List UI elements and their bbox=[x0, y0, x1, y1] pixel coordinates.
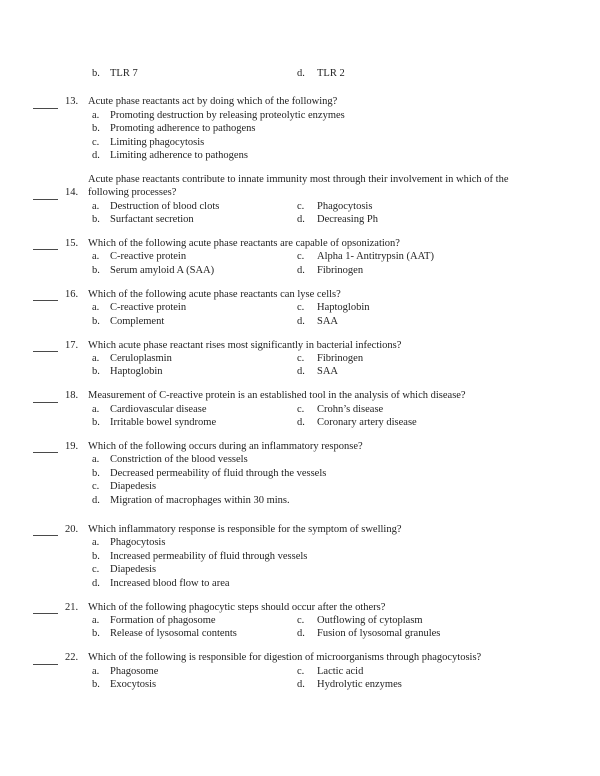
option bbox=[297, 67, 345, 80]
option-letter: a. bbox=[92, 302, 100, 314]
option-letter: a. bbox=[92, 614, 100, 626]
option-text: Formation of phagosome bbox=[110, 614, 216, 626]
question-text bbox=[88, 440, 363, 453]
option-text: Serum amyloid A (SAA) bbox=[110, 264, 215, 276]
answer-blank bbox=[33, 290, 58, 301]
option-letter: b. bbox=[92, 123, 100, 135]
option-row bbox=[0, 665, 600, 678]
option-letter: c. bbox=[297, 403, 305, 415]
option-text: Constriction of the blood vessels bbox=[110, 454, 248, 466]
option-text: Decreased permeability of fluid through the vessels bbox=[110, 467, 327, 479]
option bbox=[92, 403, 297, 416]
option-row bbox=[0, 563, 600, 576]
question-block bbox=[0, 95, 600, 162]
question-text-line: Which of the following is responsible for digestion of microorganisms through phagocytosis? bbox=[88, 652, 482, 664]
option-letter: d. bbox=[92, 577, 100, 589]
option-text: Cardiovascular disease bbox=[110, 403, 207, 415]
answer-blank bbox=[33, 442, 58, 453]
option-row bbox=[0, 416, 600, 429]
option-letter: b. bbox=[92, 417, 100, 429]
option-text: Destruction of blood clots bbox=[110, 200, 220, 212]
question-block bbox=[0, 339, 600, 379]
question-header bbox=[0, 339, 600, 352]
answer-blank bbox=[33, 654, 58, 665]
option-text: Fusion of lysosomal granules bbox=[317, 628, 441, 640]
option-text: Lactic acid bbox=[317, 665, 364, 677]
option-letter: d. bbox=[92, 150, 100, 162]
option-text: SAA bbox=[317, 366, 339, 378]
question-number: 17. bbox=[65, 339, 79, 351]
option bbox=[92, 480, 297, 493]
answer-blank bbox=[33, 189, 58, 200]
option-letter: b. bbox=[92, 68, 100, 79]
question-text bbox=[88, 601, 385, 614]
question-text bbox=[88, 288, 341, 301]
carryover-options-row bbox=[0, 67, 600, 80]
option bbox=[92, 467, 327, 480]
option-letter: d. bbox=[297, 417, 305, 429]
option bbox=[297, 665, 363, 678]
option-letter: c. bbox=[297, 302, 305, 314]
option bbox=[92, 352, 297, 365]
option-row bbox=[0, 301, 600, 314]
option bbox=[297, 315, 338, 328]
answer-blank bbox=[33, 341, 58, 352]
option bbox=[92, 536, 297, 549]
option-letter: d. bbox=[297, 366, 305, 378]
option bbox=[92, 264, 297, 277]
option-letter: a. bbox=[92, 403, 100, 415]
option-letter: b. bbox=[92, 550, 100, 562]
option-text: C-reactive protein bbox=[110, 251, 187, 263]
option bbox=[297, 352, 363, 365]
question-header bbox=[0, 173, 600, 200]
option-text: Haptoglobin bbox=[110, 366, 163, 378]
option-text: Complement bbox=[110, 315, 165, 327]
option-letter: c. bbox=[297, 614, 305, 626]
option-text: Migration of macrophages within 30 mins. bbox=[110, 494, 290, 506]
question-text-line: Acute phase reactants act by doing which of the following? bbox=[88, 96, 338, 108]
question-block bbox=[0, 651, 600, 691]
option-text: Ceruloplasmin bbox=[110, 352, 172, 364]
question-block bbox=[0, 237, 600, 277]
option bbox=[92, 627, 297, 640]
option-letter: c. bbox=[297, 200, 305, 212]
option-letter: b. bbox=[92, 467, 100, 479]
option-row bbox=[0, 614, 600, 627]
option bbox=[92, 136, 297, 149]
option-text: Hydrolytic enzymes bbox=[317, 679, 402, 691]
question-header bbox=[0, 389, 600, 402]
option-text: SAA bbox=[317, 315, 339, 327]
option-text: Increased blood flow to area bbox=[110, 577, 230, 589]
option-text: Coronary artery disease bbox=[317, 417, 417, 429]
option bbox=[92, 109, 345, 122]
option-text: Phagocytosis bbox=[110, 537, 166, 549]
question-text bbox=[88, 523, 401, 536]
question-number: 15. bbox=[65, 238, 79, 250]
option bbox=[297, 365, 338, 378]
option-text: Surfactant secretion bbox=[110, 214, 194, 226]
option bbox=[297, 403, 383, 416]
option-text: Diapedesis bbox=[110, 564, 157, 576]
answer-blank bbox=[33, 603, 58, 614]
option-letter: b. bbox=[92, 214, 100, 226]
option-text: TLR 7 bbox=[110, 68, 138, 79]
option-row bbox=[0, 550, 600, 563]
option-letter: d. bbox=[92, 494, 100, 506]
question-text-line: Which inflammatory response is responsible for the symptom of swelling? bbox=[88, 523, 402, 535]
option-row bbox=[0, 315, 600, 328]
question-text-line: Acute phase reactants contribute to innate immunity most through their involvement in which of the bbox=[88, 173, 509, 185]
option-letter: b. bbox=[92, 264, 100, 276]
option bbox=[297, 200, 372, 213]
question-header bbox=[0, 288, 600, 301]
answer-blank bbox=[33, 525, 58, 536]
option-letter: c. bbox=[92, 564, 100, 576]
option bbox=[297, 250, 434, 263]
question-header bbox=[0, 440, 600, 453]
question-header bbox=[0, 651, 600, 664]
option bbox=[92, 365, 297, 378]
option-letter: a. bbox=[92, 665, 100, 677]
option bbox=[92, 213, 297, 226]
option-row bbox=[0, 627, 600, 640]
option-text: Release of lysosomal contents bbox=[110, 628, 237, 640]
questions-list bbox=[0, 95, 600, 691]
option bbox=[92, 67, 297, 80]
option-letter: c. bbox=[92, 481, 100, 493]
option bbox=[92, 494, 297, 507]
question-header bbox=[0, 601, 600, 614]
option-letter: a. bbox=[92, 454, 100, 466]
option-text: Fibrinogen bbox=[317, 352, 364, 364]
option-letter: b. bbox=[92, 315, 100, 327]
option-row bbox=[0, 480, 600, 493]
option bbox=[92, 315, 297, 328]
option-letter: c. bbox=[297, 665, 305, 677]
question-text-line: Which acute phase reactant rises most significantly in bacterial infections? bbox=[88, 339, 402, 351]
option bbox=[92, 453, 297, 466]
question-block bbox=[0, 601, 600, 641]
option-row bbox=[0, 200, 600, 213]
option bbox=[297, 416, 417, 429]
question-text bbox=[88, 173, 508, 200]
option-letter: b. bbox=[92, 679, 100, 691]
option-row bbox=[0, 149, 600, 162]
option bbox=[92, 614, 297, 627]
option-row bbox=[0, 403, 600, 416]
option bbox=[297, 678, 402, 691]
question-text bbox=[88, 95, 337, 108]
option-letter: d. bbox=[297, 264, 305, 276]
question-number: 19. bbox=[65, 440, 79, 452]
question-block bbox=[0, 389, 600, 429]
option-letter: a. bbox=[92, 251, 100, 263]
option bbox=[297, 264, 363, 277]
option bbox=[92, 122, 297, 135]
option-row bbox=[0, 67, 600, 80]
question-number: 16. bbox=[65, 288, 79, 300]
option bbox=[92, 200, 297, 213]
option-row bbox=[0, 678, 600, 691]
option bbox=[92, 301, 297, 314]
option-letter: b. bbox=[92, 366, 100, 378]
answer-blank bbox=[33, 392, 58, 403]
option-text: TLR 2 bbox=[317, 68, 345, 79]
question-text bbox=[88, 339, 401, 352]
option-row bbox=[0, 467, 600, 480]
question-number: 21. bbox=[65, 601, 79, 613]
option-row bbox=[0, 109, 600, 122]
option-row bbox=[0, 250, 600, 263]
option bbox=[297, 301, 370, 314]
option-text: Limiting phagocytosis bbox=[110, 136, 205, 148]
option-row bbox=[0, 213, 600, 226]
question-number: 14. bbox=[65, 187, 79, 199]
option-letter: d. bbox=[297, 214, 305, 226]
question-text bbox=[88, 237, 400, 250]
question-header bbox=[0, 95, 600, 108]
option-text: Increased permeability of fluid through vessels bbox=[110, 550, 308, 562]
option-letter: a. bbox=[92, 109, 100, 121]
question-block bbox=[0, 523, 600, 590]
question-text-line: following processes? bbox=[88, 187, 177, 199]
option-text: Decreasing Ph bbox=[317, 214, 378, 226]
option bbox=[92, 665, 297, 678]
option-text: Promoting adherence to pathogens bbox=[110, 123, 256, 135]
option-text: Haptoglobin bbox=[317, 302, 370, 314]
option bbox=[297, 627, 440, 640]
option bbox=[92, 577, 297, 590]
option-text: Exocytosis bbox=[110, 679, 157, 691]
question-text bbox=[88, 389, 466, 402]
question-number: 22. bbox=[65, 652, 79, 664]
question-text-line: Which of the following occurs during an inflammatory response? bbox=[88, 440, 363, 452]
option-letter: d. bbox=[297, 315, 305, 327]
option-row bbox=[0, 453, 600, 466]
option-text: Alpha 1- Antitrypsin (AAT) bbox=[317, 251, 434, 263]
option-letter: a. bbox=[92, 200, 100, 212]
question-number: 13. bbox=[65, 96, 79, 108]
option-text: Fibrinogen bbox=[317, 264, 364, 276]
option-row bbox=[0, 365, 600, 378]
option-row bbox=[0, 577, 600, 590]
option-letter: c. bbox=[92, 136, 100, 148]
question-number: 18. bbox=[65, 390, 79, 402]
option-row bbox=[0, 136, 600, 149]
option-letter: a. bbox=[92, 352, 100, 364]
option bbox=[92, 678, 297, 691]
option-row bbox=[0, 264, 600, 277]
option-text: C-reactive protein bbox=[110, 302, 187, 314]
option bbox=[297, 213, 378, 226]
option-text: Phagocytosis bbox=[317, 200, 373, 212]
question-text-line: Which of the following acute phase reactants are capable of opsonization? bbox=[88, 238, 400, 250]
option bbox=[92, 416, 297, 429]
question-text-line: Measurement of C-reactive protein is an established tool in the analysis of which disease? bbox=[88, 390, 466, 402]
option-row bbox=[0, 536, 600, 549]
option-text: Diapedesis bbox=[110, 481, 157, 493]
option-text: Phagosome bbox=[110, 665, 159, 677]
question-block bbox=[0, 173, 600, 227]
option bbox=[92, 563, 297, 576]
option-text: Promoting destruction by releasing proteolytic enzymes bbox=[110, 109, 345, 121]
question-text-line: Which of the following acute phase reactants can lyse cells? bbox=[88, 288, 341, 300]
question-text bbox=[88, 651, 481, 664]
question-number: 20. bbox=[65, 523, 79, 535]
option-row bbox=[0, 122, 600, 135]
option bbox=[92, 149, 297, 162]
option-letter: d. bbox=[297, 679, 305, 691]
option-letter: d. bbox=[297, 68, 305, 79]
question-header bbox=[0, 523, 600, 536]
option-letter: d. bbox=[297, 628, 305, 640]
option-letter: c. bbox=[297, 352, 305, 364]
answer-blank bbox=[33, 98, 58, 109]
question-header bbox=[0, 237, 600, 250]
option-text: Irritable bowel syndrome bbox=[110, 417, 217, 429]
option-text: Crohn’s disease bbox=[317, 403, 384, 415]
option-row bbox=[0, 494, 600, 507]
option bbox=[92, 550, 308, 563]
option bbox=[92, 250, 297, 263]
option-text: Outflowing of cytoplasm bbox=[317, 614, 423, 626]
option-text: Limiting adherence to pathogens bbox=[110, 150, 248, 162]
option-letter: a. bbox=[92, 537, 100, 549]
option-letter: c. bbox=[297, 251, 305, 263]
answer-blank bbox=[33, 239, 58, 250]
option bbox=[297, 614, 423, 627]
question-block bbox=[0, 440, 600, 507]
option-letter: b. bbox=[92, 628, 100, 640]
option-row bbox=[0, 352, 600, 365]
question-block bbox=[0, 288, 600, 328]
question-text-line: Which of the following phagocytic steps should occur after the others? bbox=[88, 601, 386, 613]
